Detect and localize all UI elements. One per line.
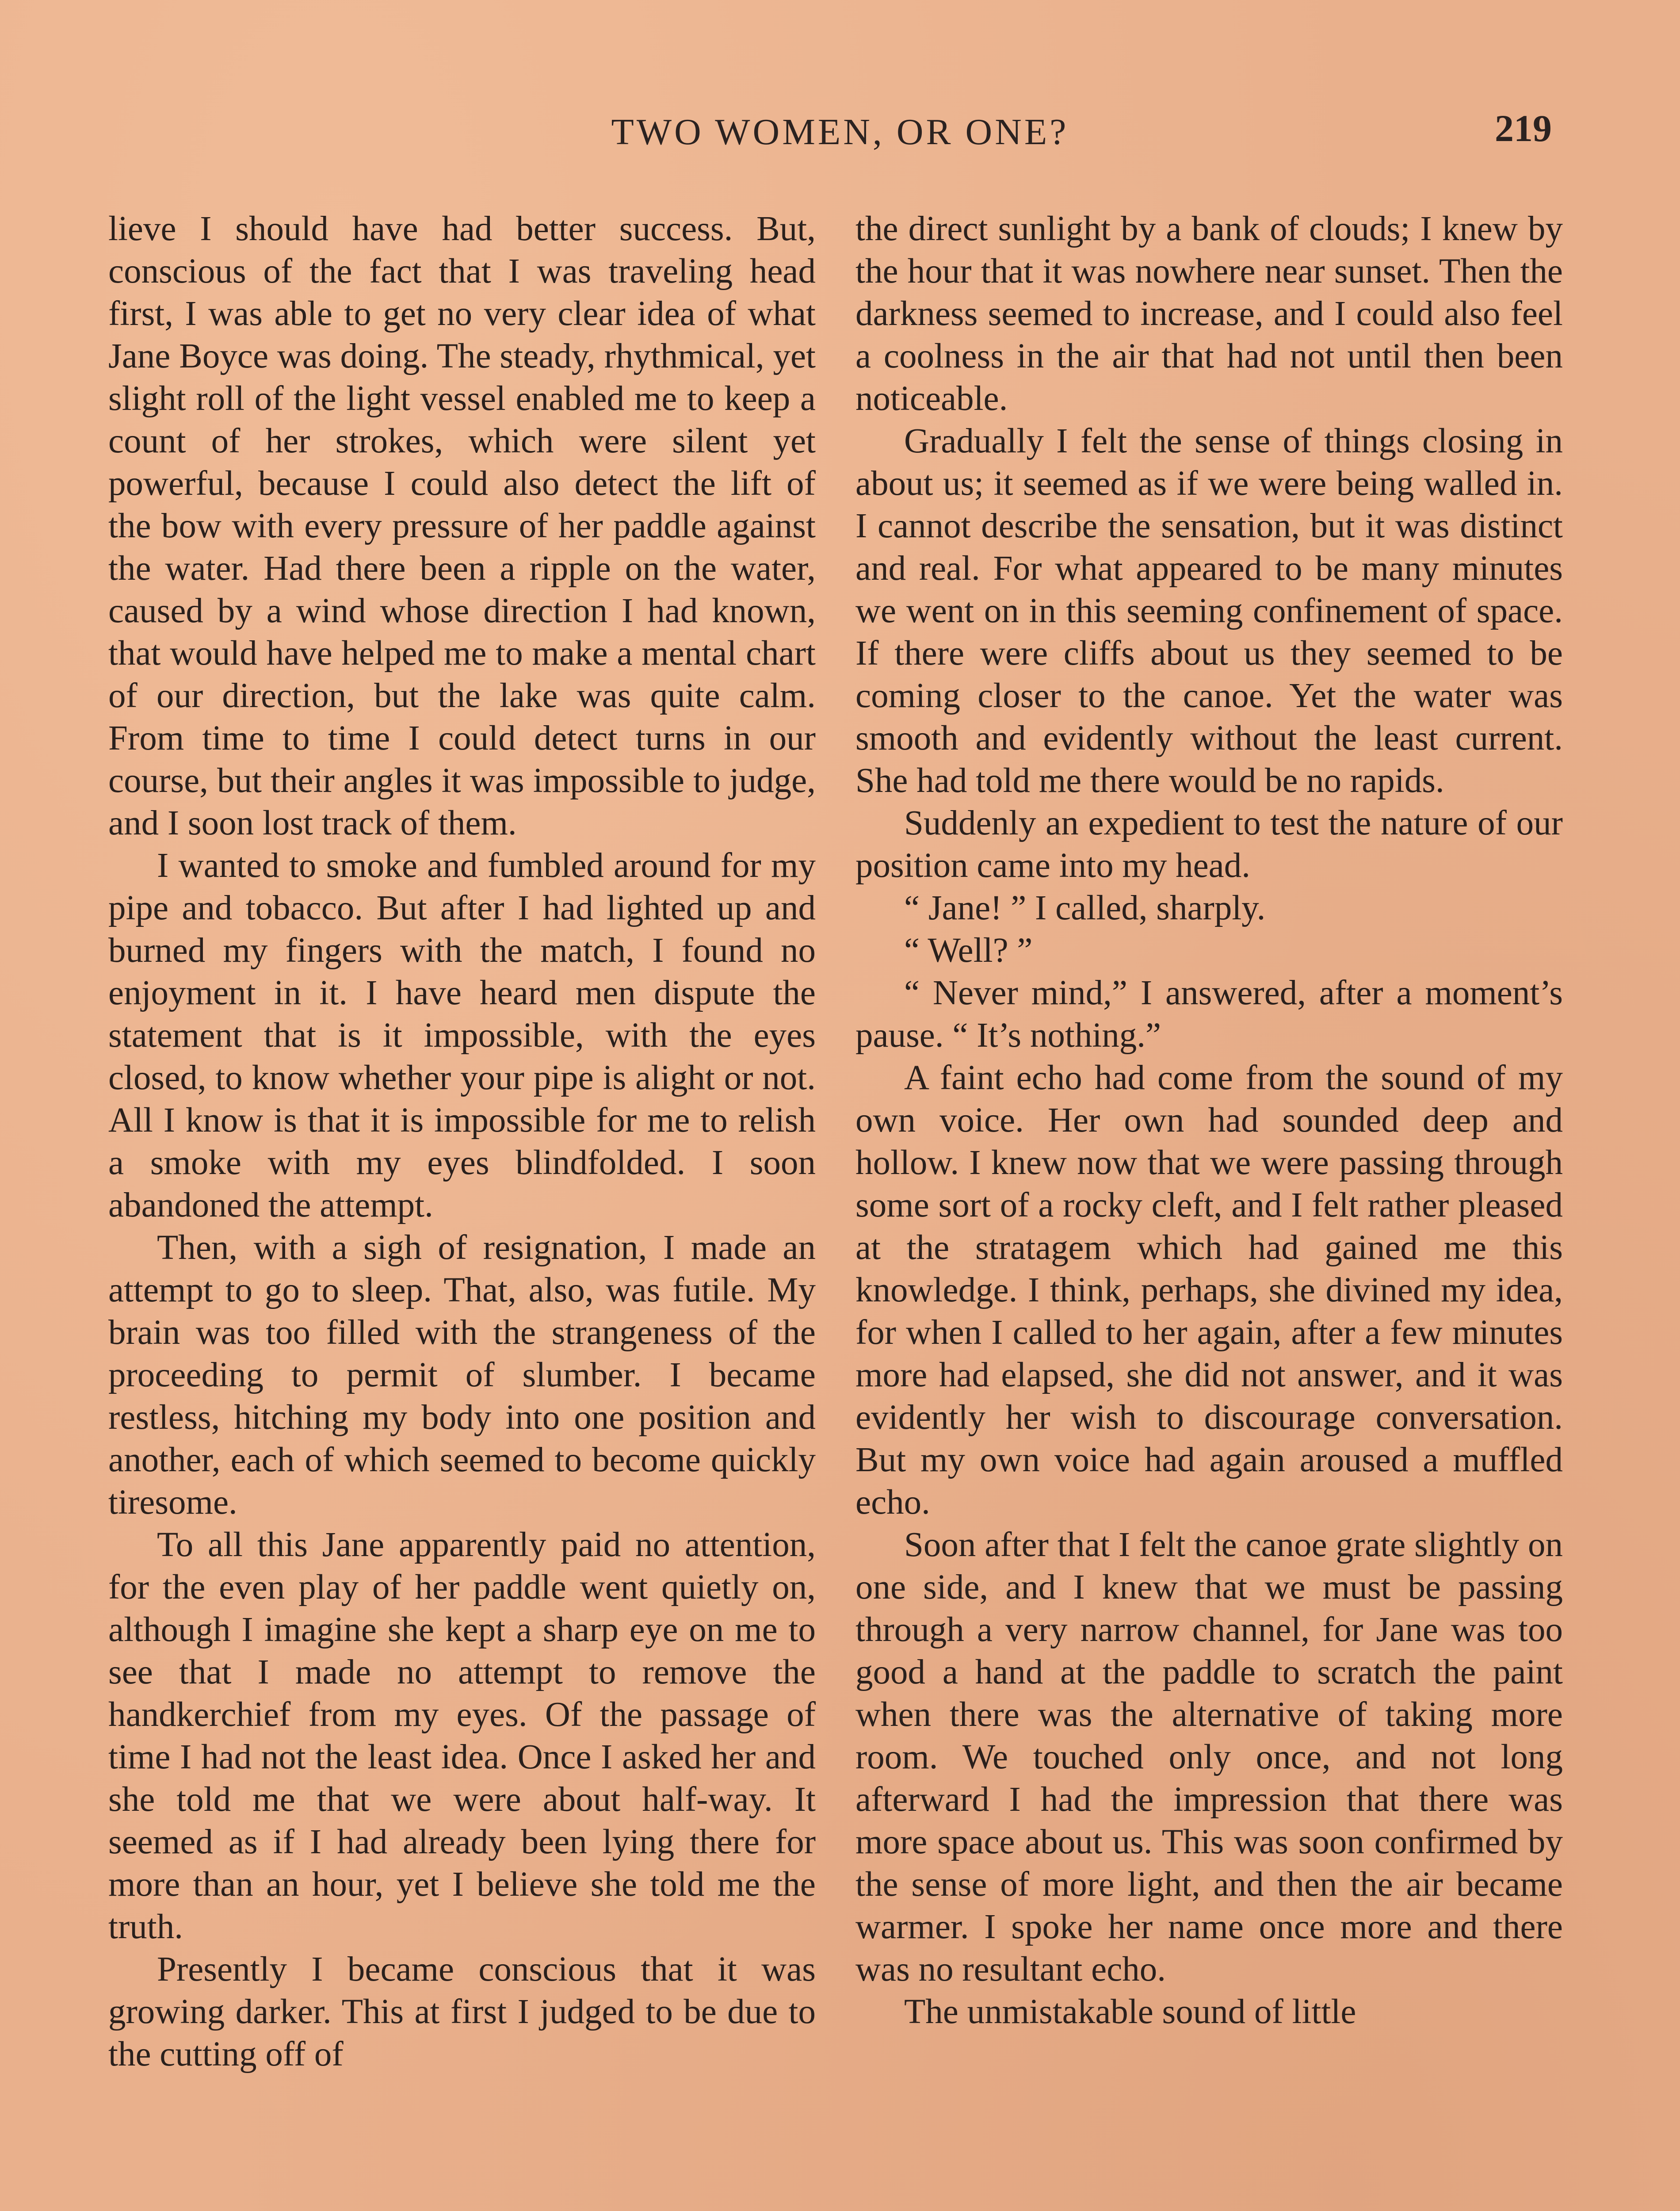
paragraph: To all this Jane apparently paid no attention, for the even play of her paddle went quietly on, although I imagine she kept a sharp eye on me to see that I made no attempt to remove the handkerchief from my eyes. Of the passage of time I had not the least idea. Once I asked her and she told me that we were about half-way. It seemed as if I had already been lying there for more than an hour, yet I believe she told me the truth. bbox=[108, 1526, 816, 1946]
dialog-line: “ Jane! ” I called, sharply. bbox=[904, 889, 1266, 927]
paragraph: The unmistakable sound of little bbox=[904, 1993, 1356, 2031]
dialog-line: “ Well? ” bbox=[904, 931, 1033, 970]
right-column bbox=[855, 208, 1563, 2211]
page-number: 219 bbox=[1495, 107, 1552, 149]
paragraph: A faint echo had come from the sound of my own voice. Her own had sounded deep and hollow. I knew now that we were passing through some sort of a rocky cleft, and I felt rather pleased at the stratagem which had gained me this knowledge. I think, perhaps, she divined my idea, for when I called to her again, after a few minutes more had elapsed, she did not answer, and it was evidently her wish to discourage conversation. But my own voice had again aroused a muffled echo. bbox=[855, 1059, 1563, 1522]
paragraph: Presently I became conscious that it was growing darker. This at first I judged to be due to the cutting off of bbox=[108, 1950, 816, 2073]
dialog-line: “ Never mind,” I answered, after a moment’s pause. “ It’s nothing.” bbox=[855, 974, 1563, 1055]
running-head bbox=[0, 107, 1680, 172]
paragraph: the direct sunlight by a bank of clouds; I knew by the hour that it was nowhere near sunset. Then the darkness seemed to increase, and I could also feel a coolness in the air that had not until then been noticeable. bbox=[855, 210, 1563, 418]
paragraph: I wanted to smoke and fumbled around for my pipe and tobacco. But after I had lighted up and burned my fingers with the match, I found no enjoyment in it. I have heard men dispute the statement that is it impossible, with the eyes closed, to know whether your pipe is alight or not. All I know is that it is impossible for me to relish a smoke with my eyes blindfolded. I soon abandoned the attempt. bbox=[108, 846, 816, 1224]
paragraph: Then, with a sigh of resignation, I made an attempt to go to sleep. That, also, was futile. My brain was too filled with the strangeness of the proceeding to permit of slumber. I became restless, hitching my body into one position and another, each of which seemed to become quickly tiresome. bbox=[108, 1228, 816, 1522]
paragraph: Soon after that I felt the canoe grate slightly on one side, and I knew that we must be passing through a very narrow channel, for Jane was too good a hand at the paddle to scratch the paint when there was the alternative of taking more room. We touched only once, and not long afterward I had the impression that there was more space about us. This was soon confirmed by the sense of more light, and then the air became warmer. I spoke her name once more and there was no resultant echo. bbox=[855, 1526, 1563, 1989]
paragraph: lieve I should have had better success. But, conscious of the fact that I was traveling head first, I was able to get no very clear idea of what Jane Boyce was doing. The steady, rhythmical, yet slight roll of the light vessel enabled me to keep a count of her strokes, which were silent yet powerful, because I could also detect the lift of the bow with every pressure of her paddle against the water. Had there been a ripple on the water, caused by a wind whose direction I had known, that would have helped me to make a mental chart of our direction, but the lake was quite calm. From time to time I could detect turns in our course, but their angles it was impossible to judge, and I soon lost track of them. bbox=[108, 210, 816, 842]
paragraph: Gradually I felt the sense of things closing in about us; it seemed as if we were being walled in. I cannot describe the sensation, but it was distinct and real. For what appeared to be many minutes we went on in this seeming confinement of space. If there were cliffs about us they seemed to be coming closer to the canoe. Yet the water was smooth and evidently without the least current. She had told me there would be no rapids. bbox=[855, 422, 1563, 800]
left-column bbox=[108, 208, 816, 2211]
running-title: TWO WOMEN, OR ONE? bbox=[611, 111, 1069, 153]
paragraph: Suddenly an expedient to test the nature of our position came into my head. bbox=[855, 804, 1563, 885]
